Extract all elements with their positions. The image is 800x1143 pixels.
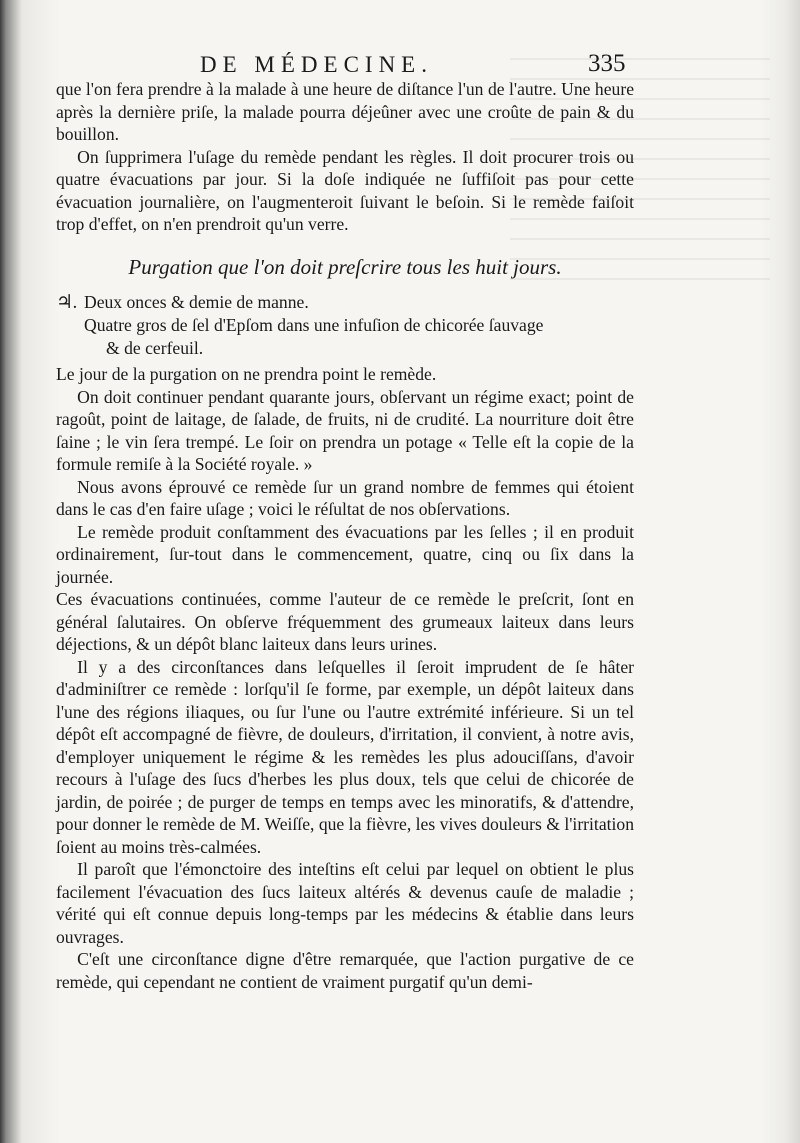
page-header	[0, 50, 800, 80]
paragraph: On ſupprimera l'uſage du remède pendant les règles. Il doit procurer trois ou quatre évacuations par jour. Si la doſe indiquée ne ſuffiſoit pas pour cette évacuation journalière, on l'augmenteroit ſuivant le beſoin. Si le remède faiſoit trop d'effet, on n'en prendroit qu'un verre.	[56, 146, 634, 234]
paragraph: que l'on fera prendre à la malade à une heure de diſtance l'un de l'autre. Une heure après la dernière priſe, la malade pourra déjeûner avec une croûte de pain & du bouillon.	[56, 79, 634, 144]
page-number: 335	[588, 50, 626, 77]
paragraph: C'eſt une circonſtance digne d'être remarquée, que l'action purgative de ce remède, qui cependant ne contient de vraiment purgatif qu'un demi-	[56, 949, 634, 992]
paragraph: Nous avons éprouvé ce remède ſur un grand nombre de femmes qui étoient dans le cas d'en faire uſage ; voici le réſultat de nos obſervations.	[56, 476, 634, 519]
paragraph: On doit continuer pendant quarante jours, obſervant un régime exact; point de ragoût, point de laitage, de ſalade, de fruits, ni de crudité. La nourriture doit être ſaine ; le vin ſera trempé. Le ſoir on prendra un potage « Telle eſt la copie de la formule remiſe à la Société royale. »	[56, 386, 634, 474]
running-head: DE MÉDECINE.	[200, 52, 433, 77]
paragraph: Ces évacuations continuées, comme l'auteur de ce remède le preſcrit, ſont en général ſalutaires. On obſerve fréquemment des grumeaux laiteux dans leurs déjections, & un dépôt blanc laiteux dans leurs urines.	[56, 589, 634, 654]
prescription-item: & de cerfeuil.	[106, 337, 204, 358]
paragraph: Il paroît que l'émonctoire des inteſtins eſt celui par lequel on obtient le plus facilement l'évacuation des ſucs laiteux altérés & devenus cauſe de maladie ; vérité qui eſt connue depuis long-temps par les médecins & établie dans leurs ouvrages.	[56, 859, 634, 947]
prescription-line	[56, 337, 634, 360]
recipe-symbol: ♃.	[56, 291, 78, 313]
paragraph: Le jour de la purgation on ne prendra point le remède.	[56, 364, 437, 384]
prescription-line	[56, 314, 634, 337]
paragraph: Il y a des circonſtances dans leſquelles il ſeroit imprudent de ſe hâter d'adminiſtrer ce remède : lorſqu'il ſe forme, par exemple, un dépôt laiteux dans l'une des régions iliaques, ou ſur l'une ou l'autre extrémité inférieure. Si un tel dépôt eſt accompagné de fièvre, de douleurs, d'irritation, il convient, à notre avis, d'employer uniquement le régime & les remèdes les plus adouciſſans, d'avoir recours à l'uſage des ſucs d'herbes les plus doux, tels que celui de chicorée de jardin, de poirée ; de purger de temps en temps avec les minoratifs, & d'attendre, pour donner le remède de M. Weiſſe, que la fièvre, les vives douleurs & l'irritation ſoient au moins très-calmées.	[56, 656, 634, 857]
prescription-line	[56, 291, 634, 315]
body-text	[56, 78, 634, 993]
prescription-item: Quatre gros de ſel d'Epſom dans une infuſion de chicorée ſauvage	[84, 315, 544, 335]
paragraph: Le remède produit conſtamment des évacuations par les ſelles ; il en produit ordinairement, ſur-tout dans le commencement, quatre, cinq ou ſix dans la journée.	[56, 521, 634, 587]
prescription	[56, 291, 634, 360]
prescription-item: Deux onces & demie de manne.	[84, 291, 309, 312]
section-title: Purgation que l'on doit preſcrire tous les huit jours.	[128, 254, 562, 279]
